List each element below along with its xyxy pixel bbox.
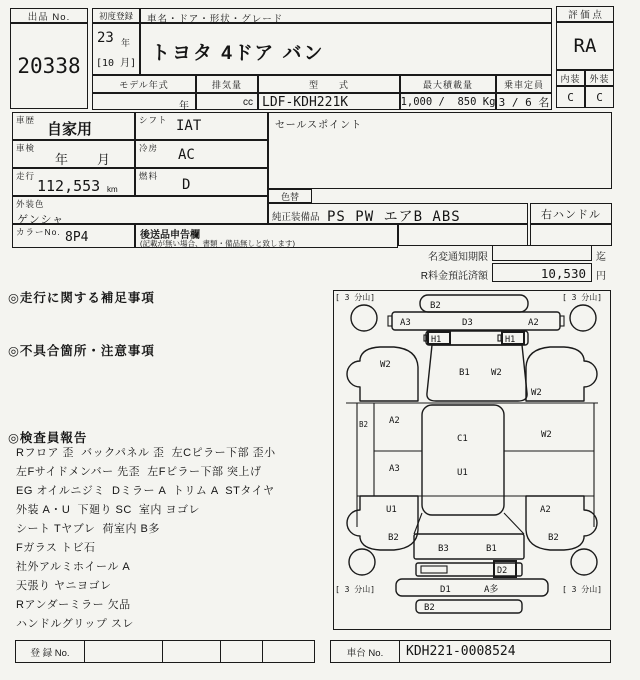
fuel-value: D [182,177,191,193]
rear-gate-flare-lines [414,513,524,534]
capacity-header: 乗車定員 [496,75,552,93]
later-items-label: 後送品申告欄 [140,230,200,241]
section-defects: ◎不具合箇所・注意事項 [8,344,155,358]
report-line: ハンドルグリップ スレ [16,618,134,630]
diagram-label-fender-front-right: W2 [531,388,542,398]
color-no-cell [12,224,135,248]
color-no-label: カラーNo. [16,227,61,237]
registration-no-cell [263,641,314,662]
model-year-value: 年 [92,93,196,110]
max-load-value: 1,000 / 850 Kg [400,93,496,110]
first-reg-year-unit: 年 [121,38,131,48]
tire-tread-note: [ 3 分山] [562,293,603,302]
inspection-cell [12,140,135,168]
roof-shape [422,405,504,515]
chassis-no-box [330,640,611,663]
diagram-label-windshield: B1 [459,368,470,378]
ac-cell [135,140,268,168]
fuel-cell [135,168,268,196]
mileage-unit: km [107,185,118,194]
repaint-cell: 色替 [268,189,312,203]
section-mileage-notes: ◎走行に関する補足事項 [8,291,155,305]
diagram-label-front-panel-center: D3 [462,318,473,328]
diagram-label-fender-rear-left: B2 [388,533,399,543]
diagram-label-roof: C1 [457,434,468,444]
rear-fender-left-shape [347,496,418,550]
report-line: 左Fサイドメンバー 先歪 左Fピラー下部 突上げ [16,466,262,478]
report-line: 天張り ヤニヨゴレ [16,580,112,592]
exterior-color-label: 外装色 [16,199,45,209]
vehicle-name-header: 車名・ドア・形状・グレード [140,8,552,23]
name-change-label: 名変通知期限 [428,252,488,263]
damage-diagram-box [333,290,611,630]
registration-no-label: 登 録 No. [16,641,85,662]
tire-rear-left [349,549,375,575]
later-items-cell [135,224,398,248]
displacement-header: 排気量 [196,75,258,93]
report-line: 外装 A・U 下廻り SC 室内 ヨゴレ [16,504,200,516]
empty-cell-1 [398,224,528,246]
mileage-value: 112,553 [37,177,101,195]
color-no-value: 8P4 [65,230,89,245]
shift-label: シフト [139,115,168,125]
displacement-value: cc [196,93,258,110]
chassis-no-label: 車台 No. [331,641,400,662]
recycle-fee-unit: 円 [596,271,606,282]
diagram-label-rear-bumper-right: A多 [484,585,499,595]
shift-value: IAT [176,118,202,134]
mileage-label: 走行 [16,171,36,181]
equipment-cell [268,203,528,224]
interior-grade-header: 内装 [556,70,585,86]
first-registration-value [92,23,140,75]
sales-point-box [268,112,612,189]
tire-front-right [570,305,596,331]
vehicle-name-value: トヨタ 4ドア バン [140,23,552,75]
fuel-label: 燃料 [139,171,159,181]
diagram-label-front-panel-left: A3 [400,318,411,328]
diagram-label-roof-rear: U1 [457,468,468,478]
exterior-color-value: ゲンシャ [17,214,65,226]
first-reg-year: 23 [97,30,114,46]
diagram-label-quarter-left: U1 [386,505,397,515]
tire-front-left [351,305,377,331]
diagram-label-rear-lamp: D2 [497,566,508,576]
registration-no-cell [221,641,263,662]
registration-no-cell [163,641,221,662]
diagram-label-headlamp-right: H1 [505,335,516,345]
diagram-label-side-right: W2 [541,430,552,440]
first-reg-month: [10 月] [96,58,137,69]
damage-diagram [334,291,610,629]
capacity-value: 3 / 6 名 [496,93,552,110]
tire-tread-note: [ 3 分山] [335,293,376,302]
report-line: 社外アルミホイール A [16,561,131,573]
empty-cell-2 [530,224,612,246]
report-line: Fガラス トビ石 [16,542,96,554]
score-value: RA [556,22,614,70]
diagram-label-side-left-upper: A2 [389,416,400,426]
report-line: Rフロア 歪 バックパネル 歪 左Cピラー下部 歪小 [16,447,276,459]
diagram-label-fender-front-left: W2 [380,360,391,370]
section-inspector-report: ◎検査員報告 [8,431,88,445]
rear-fender-right-shape [526,496,597,550]
model-code-header: 型 式 [258,75,400,93]
recycle-fee-value: 10,530 [492,263,592,282]
exterior-grade-header: 外装 [585,70,614,86]
registration-no-box [15,640,315,663]
sales-point-label: セールスポイント [275,120,363,131]
registration-no-cell [85,641,163,662]
diagram-label-rear-panel-left: B3 [438,544,449,554]
rear-bumper-shape [396,579,548,596]
diagram-label-side-left-lower: A3 [389,464,400,474]
model-year-header: モデル年式 [92,75,196,93]
handle-position-cell: 右ハンドル [530,203,612,224]
report-line: シート Tヤブレ 荷室内 B多 [16,523,160,535]
interior-grade-value: C [556,86,585,108]
tire-tread-note: [ 3 分山] [335,585,376,594]
tire-tread-note: [ 3 分山] [562,585,603,594]
later-items-note: (記載が無い場合、書類・備品無しと致します) [140,239,295,248]
rear-panel-shape [414,534,524,559]
diagram-label-front-panel-right: A2 [528,318,539,328]
diagram-label-fender-rear-right: B2 [548,533,559,543]
front-fender-left-shape [347,347,418,401]
history-value: 自家用 [47,121,93,138]
ac-value: AC [178,147,195,163]
score-header: 評 価 点 [556,6,614,22]
max-load-header: 最大積載量 [400,75,496,93]
name-change-until: 迄 [596,252,606,263]
headlamp-tab-right [498,335,501,341]
diagram-label-rear-under: B2 [424,603,435,613]
ac-label: 冷房 [139,143,159,153]
diagram-label-cowl-right: W2 [491,368,502,378]
diagram-label-rear-panel-right: B1 [486,544,497,554]
shift-cell [135,112,268,140]
equipment-label: 純正装備品 [272,212,320,223]
history-label: 車歴 [16,115,36,125]
mileage-cell [12,168,135,196]
diagram-label-quarter-right: A2 [540,505,551,515]
license-plate-shape [421,566,447,573]
first-registration-header: 初度登録 [92,8,140,23]
recycle-fee-label: R料金預託済額 [420,271,488,282]
lot-number-header: 出品 No. [10,8,88,23]
report-line: Rアンダーミラー 欠品 [16,599,131,611]
inspector-report-lines [16,444,331,634]
tire-rear-right [571,549,597,575]
model-code-value: LDF-KDH221K [258,93,400,110]
diagram-label-front-bumper: B2 [430,301,441,311]
lot-number-value: 20338 [10,23,88,109]
windshield-shape [427,345,527,401]
diagram-label-headlamp-left: H1 [431,335,442,345]
report-line: EG オイルニジミ Dミラー A トリム A STタイヤ [16,485,275,497]
diagram-label-rear-bumper-left: D1 [440,585,451,595]
inspection-label: 車検 [16,143,36,153]
history-cell [12,112,135,140]
exterior-color-cell [12,196,268,224]
diagram-label-left-sill: B2 [359,420,369,429]
chassis-no-value: KDH221-0008524 [406,644,516,659]
name-change-box [492,245,592,261]
equipment-value: PS PW エアB ABS [327,209,461,225]
exterior-grade-value: C [585,86,614,108]
inspection-value: 年 月 [55,152,119,167]
